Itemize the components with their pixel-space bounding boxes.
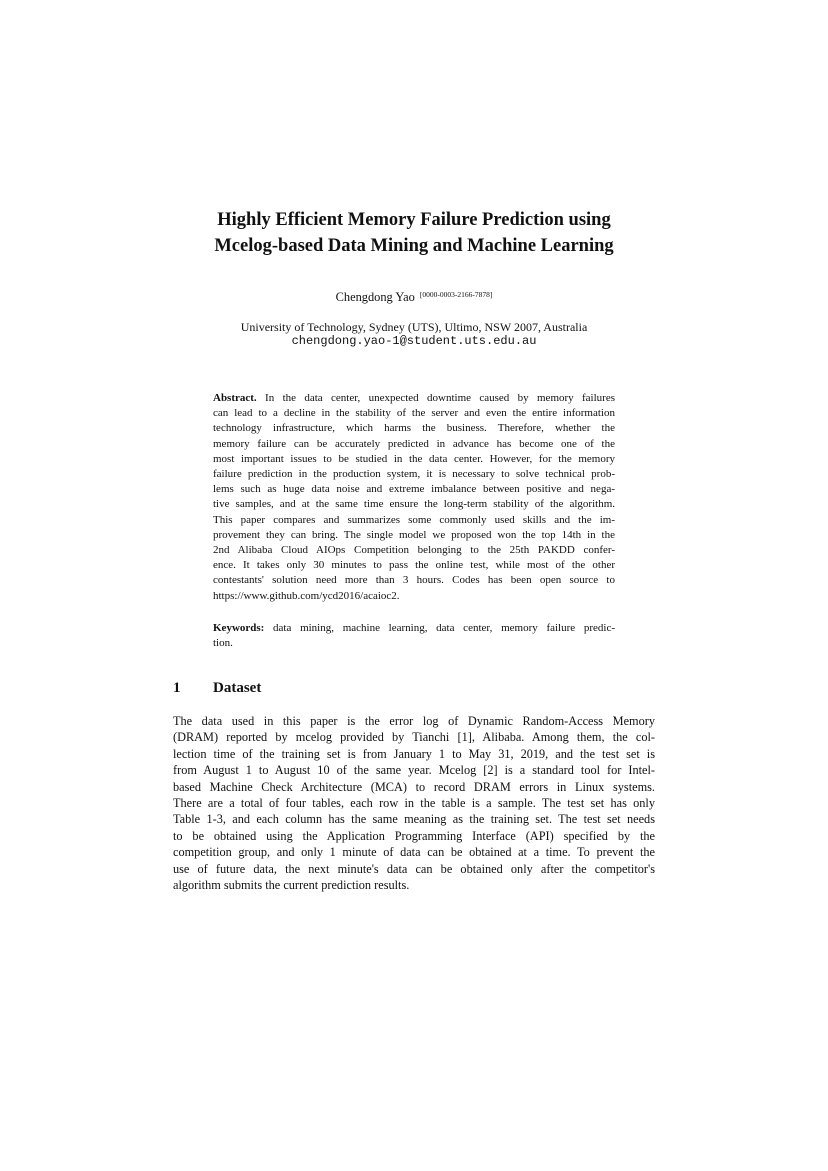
body-line: (DRAM) reported by mcelog provided by Tianchi [1], Alibaba. Among them, the col- [173,730,655,745]
abstract-line: ence. It takes only 30 minutes to pass the online test, while most of the other [213,559,615,572]
abstract [213,391,615,604]
body-line: to be obtained using the Application Programming Interface (API) specified by the [173,828,655,843]
section-number: 1 [173,680,181,696]
affiliation: University of Technology, Sydney (UTS), Ultimo, NSW 2007, Australia [240,320,588,334]
section-heading [173,678,653,698]
body-line: lection time of the training set is from January 1 to May 31, 2019, and the test set is [173,746,655,761]
body-line: from August 1 to August 10 of the same year. Mcelog [2] is a standard tool for Intel- [173,763,655,778]
abstract-text: In the data center, unexpected downtime caused by memory failures [256,392,615,404]
author-line [160,287,668,305]
author-name: Chengdong Yao [335,290,415,304]
abstract-line: provement they can bring. The single model we proposed won the top 14th in the [213,528,615,541]
keywords-line: tion. [213,637,233,650]
abstract-line [213,391,615,406]
keywords-text: data mining, machine learning, data center, memory failure predic- [264,622,615,634]
body-line: algorithm submits the current prediction results. [173,878,410,893]
body-paragraph [173,713,655,893]
body-line: competition group, and only 1 minute of data can be obtained at a time. To prevent the [173,845,655,860]
abstract-line: https://www.github.com/ycd2016/acaioc2. [213,589,400,602]
title-line-1: Highly Efficient Memory Failure Prediction using [217,210,611,230]
body-line: There are a total of four tables, each row in the table is a sample. The test set has only [173,796,655,811]
author-orcid: [0000-0003-2166-7878] [419,290,493,299]
title-line-2: Mcelog-based Data Mining and Machine Learning [214,236,614,256]
abstract-line: technology infrastructure, which harms the business. Therefore, whether the [213,422,615,435]
abstract-line: 2nd Alibaba Cloud AIOps Competition belonging to the 25th PAKDD confer- [213,544,615,557]
keywords-label: Keywords: [213,622,265,634]
body-line: The data used in this paper is the error log of Dynamic Random-Access Memory [173,714,655,728]
abstract-line: contestants' solution need more than 3 hours. Codes has been open source to [213,574,615,587]
abstract-line: memory failure can be accurately predicted in advance has become one of the [213,437,615,450]
body-line: use of future data, the next minute's data can be obtained only after the competitor's [173,861,655,876]
body-line: Table 1-3, and each column has the same meaning as the training set. The test set needs [173,812,655,827]
body-line: based Machine Check Architecture (MCA) to record DRAM errors in Linux systems. [173,779,655,794]
abstract-line: This paper compares and summarizes some commonly used skills and the im- [213,513,615,526]
paper-title [160,207,668,259]
abstract-line: failure prediction in the production system, it is necessary to solve technical prob- [213,468,615,481]
abstract-line: tive samples, and at the same time ensure the long-term stability of the algorithm. [213,498,615,511]
abstract-line: most important issues to be studied in the data center. However, for the memory [213,452,615,465]
abstract-line: lems such as huge data noise and extreme imbalance between positive and nega- [213,483,615,496]
author-email: chengdong.yao-1@student.uts.edu.au [291,334,537,348]
abstract-line: can lead to a decline in the stability of the server and even the entire information [213,407,615,420]
section-title: Dataset [213,680,262,696]
keywords [213,621,615,651]
abstract-label: Abstract. [213,392,257,404]
keywords-line [213,621,615,636]
